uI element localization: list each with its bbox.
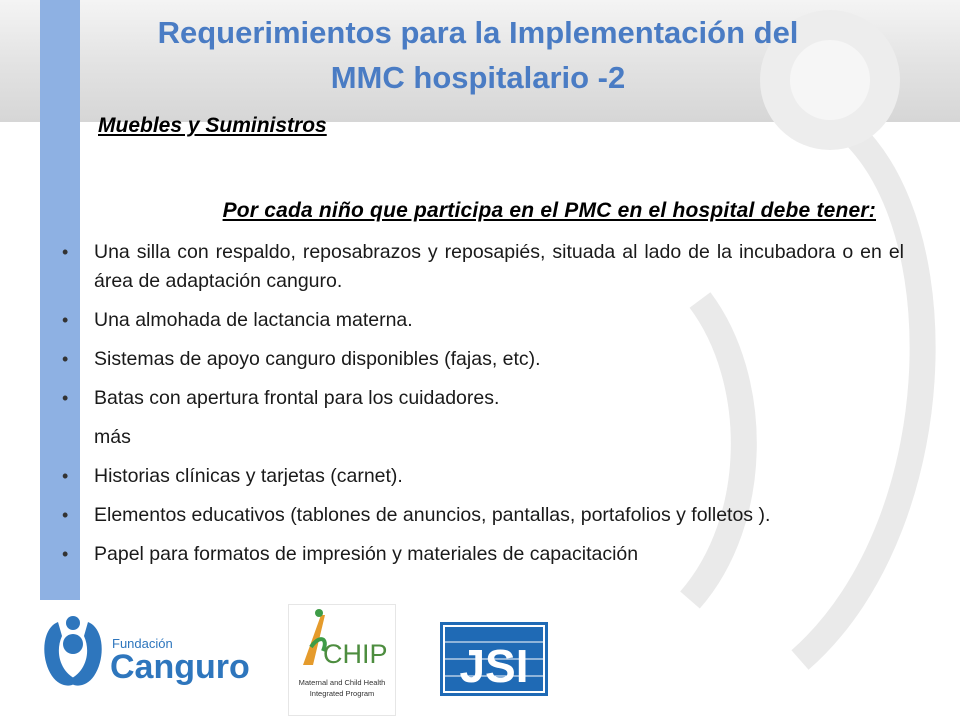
list-item — [56, 238, 904, 296]
list-item — [56, 462, 904, 491]
canguro-logo-line1: Fundación — [112, 636, 173, 651]
achip-logo-line1: Maternal and Child Health — [298, 678, 386, 687]
title-line-1: Requerimientos para la Implementación del — [157, 15, 799, 50]
list-item — [56, 540, 904, 569]
canguro-logo-line2: Canguro — [110, 648, 250, 686]
mas-text: más — [94, 426, 131, 448]
list-item-text: Una almohada de lactancia materna. — [94, 309, 413, 331]
achip-logo — [288, 604, 396, 716]
achip-logo-line2: Integrated Program — [309, 689, 375, 698]
section-subtitle: Muebles y Suministros — [98, 114, 327, 137]
jsi-logo — [440, 622, 548, 696]
mas-label — [56, 423, 904, 452]
achip-logo-name: CHIP — [323, 639, 388, 669]
list-item — [56, 345, 904, 374]
list-item-text: Batas con apertura frontal para los cuidadores. — [94, 387, 500, 409]
bullet-icon: • — [62, 544, 69, 564]
bullet-icon: • — [62, 466, 69, 486]
bullet-icon: • — [62, 242, 69, 262]
list-item-text: Una silla con respaldo, reposabrazos y reposapiés, situada al lado de la incubadora o en el área de adaptación canguro. — [94, 241, 904, 292]
list-item-text: Sistemas de apoyo canguro disponibles (fajas, etc). — [94, 348, 541, 370]
bullet-icon: • — [62, 349, 69, 369]
list-item — [56, 306, 904, 335]
bullet-icon: • — [62, 388, 69, 408]
list-item-text: Elementos educativos (tablones de anuncios, pantallas, portafolios y folletos ). — [94, 504, 771, 526]
jsi-logo-text: JSI — [459, 640, 529, 692]
list-item-text: Papel para formatos de impresión y materiales de capacitación — [94, 543, 639, 565]
bullet-icon: • — [62, 310, 69, 330]
bullet-icon: • — [62, 505, 69, 525]
slide-title — [88, 10, 868, 100]
list-item — [56, 501, 904, 530]
list-item-text: Historias clínicas y tarjetas (carnet). — [94, 465, 403, 487]
logos-row — [0, 600, 960, 720]
fundacion-canguro-logo — [40, 614, 250, 690]
intro-heading: Por cada niño que participa en el PMC en el hospital debe tener: — [222, 199, 876, 222]
requirements-list — [56, 238, 904, 569]
list-item — [56, 384, 904, 413]
title-line-2: MMC hospitalario -2 — [330, 60, 626, 95]
